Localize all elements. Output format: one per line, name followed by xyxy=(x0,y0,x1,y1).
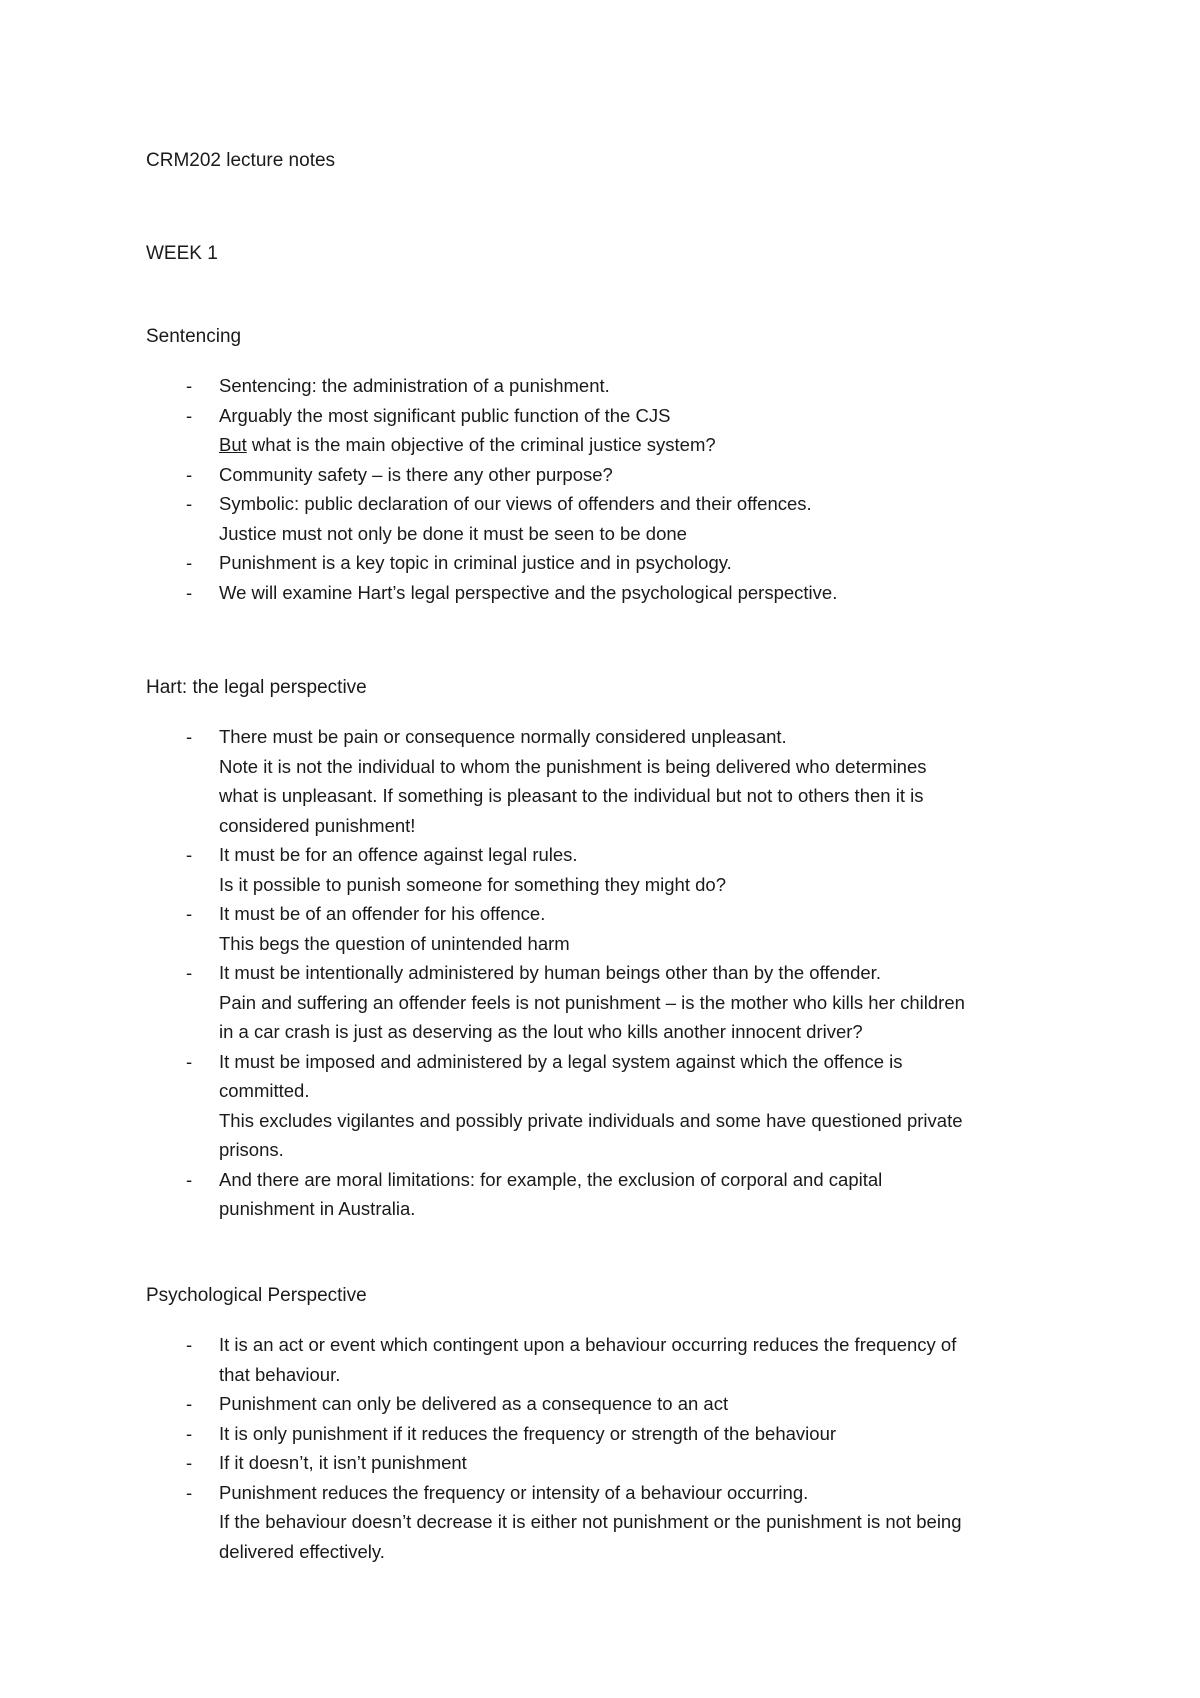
bullet-dash: - xyxy=(186,404,193,426)
list-item-line: Symbolic: public declaration of our views of offenders and their offences. xyxy=(219,493,812,514)
bullet-dash: - xyxy=(186,1050,193,1072)
list-item-line: Sentencing: the administration of a punishment. xyxy=(219,375,610,396)
list-item-line: in a car crash is just as deserving as the lout who kills another innocent driver? xyxy=(219,1021,863,1042)
list-item xyxy=(146,460,1076,490)
list-item-line: It must be of an offender for his offence. xyxy=(219,903,546,924)
bullet-dash: - xyxy=(186,1452,193,1473)
list-item-line: We will examine Hart’s legal perspective and the psychological perspective. xyxy=(219,581,838,603)
list-item-line: This begs the question of unintended harm xyxy=(219,932,570,954)
list-item-line: It is only punishment if it reduces the frequency or strength of the behaviour xyxy=(219,1422,837,1444)
list-item xyxy=(146,1448,1076,1478)
list-item-line: It must be imposed and administered by a legal system against which the offence is xyxy=(219,1050,903,1072)
list-item xyxy=(146,840,1076,899)
list-item-line: It must be intentionally administered by human beings other than by the offender. xyxy=(219,962,881,983)
list-item xyxy=(146,722,1076,840)
bullet-list xyxy=(146,371,1076,607)
list-item xyxy=(146,1047,1076,1165)
list-item xyxy=(146,958,1076,1047)
section-psychological-perspective xyxy=(146,1281,1076,1566)
bullet-dash: - xyxy=(186,1481,193,1503)
list-item-line: what is unpleasant. If something is pleasant to the individual but not to others then it is xyxy=(219,785,924,806)
bullet-dash: - xyxy=(186,1168,193,1190)
week-heading: WEEK 1 xyxy=(146,243,218,264)
document-title: CRM202 lecture notes xyxy=(146,150,336,171)
list-item xyxy=(146,371,1076,401)
bullet-dash: - xyxy=(186,552,193,573)
bullet-dash: - xyxy=(186,1393,193,1414)
list-item xyxy=(146,1478,1076,1567)
bullet-list xyxy=(146,1330,1076,1566)
list-item xyxy=(146,401,1076,460)
list-item-line: Pain and suffering an offender feels is not punishment – is the mother who kills her children xyxy=(219,991,965,1013)
bullet-dash: - xyxy=(186,463,193,485)
list-item-line: committed. xyxy=(219,1080,310,1101)
bullet-dash: - xyxy=(186,1422,193,1444)
bullet-dash: - xyxy=(186,844,193,865)
list-item xyxy=(146,548,1076,578)
list-item xyxy=(146,1330,1076,1389)
underlined-word: But xyxy=(219,434,247,455)
list-item xyxy=(146,1165,1076,1224)
bullet-dash: - xyxy=(186,581,193,603)
list-item-line: punishment in Australia. xyxy=(219,1198,416,1219)
section-heading: Hart: the legal perspective xyxy=(146,677,367,698)
bullet-dash: - xyxy=(186,1334,193,1355)
section-sentencing xyxy=(146,322,1076,607)
list-item-line: It must be for an offence against legal rules. xyxy=(219,844,578,865)
list-item-line: considered punishment! xyxy=(219,814,416,836)
list-item-line: Arguably the most significant public function of the CJS xyxy=(219,404,671,426)
list-item-line: And there are moral limitations: for example, the exclusion of corporal and capital xyxy=(219,1168,883,1190)
section-hart-legal-perspective xyxy=(146,673,1076,1224)
bullet-dash: - xyxy=(186,493,193,514)
list-item xyxy=(146,489,1076,548)
list-item-line: There must be pain or consequence normally considered unpleasant. xyxy=(219,726,787,747)
bullet-dash: - xyxy=(186,726,193,747)
bullet-dash: - xyxy=(186,375,193,396)
list-item-line: It is an act or event which contingent upon a behaviour occurring reduces the frequency of xyxy=(219,1334,957,1355)
list-item xyxy=(146,899,1076,958)
section-heading: Psychological Perspective xyxy=(146,1285,367,1306)
list-item-line: Community safety – is there any other purpose? xyxy=(219,463,613,485)
list-item-line-rest: what is the main objective of the criminal justice system? xyxy=(246,434,716,455)
list-item-line: prisons. xyxy=(219,1139,284,1160)
bullet-list xyxy=(146,722,1076,1224)
list-item-line: Punishment is a key topic in criminal justice and in psychology. xyxy=(219,552,732,573)
list-item-line: If it doesn’t, it isn’t punishment xyxy=(219,1452,467,1473)
list-item-line: Punishment can only be delivered as a consequence to an act xyxy=(219,1393,729,1414)
list-item xyxy=(146,1389,1076,1419)
list-item-line: Punishment reduces the frequency or intensity of a behaviour occurring. xyxy=(219,1481,809,1503)
list-item-line: Justice must not only be done it must be seen to be done xyxy=(219,522,687,544)
bullet-dash: - xyxy=(186,903,193,924)
list-item-line: Is it possible to punish someone for something they might do? xyxy=(219,873,726,895)
list-item xyxy=(146,1419,1076,1449)
list-item-line: delivered effectively. xyxy=(219,1540,385,1562)
list-item-line xyxy=(219,430,1076,460)
bullet-dash: - xyxy=(186,962,193,983)
list-item-line: If the behaviour doesn’t decrease it is either not punishment or the punishment is not being xyxy=(219,1511,962,1532)
list-item-line: that behaviour. xyxy=(219,1363,341,1385)
list-item-line: This excludes vigilantes and possibly private individuals and some have questioned private xyxy=(219,1109,963,1131)
list-item-line: Note it is not the individual to whom the punishment is being delivered who determines xyxy=(219,755,927,777)
list-item xyxy=(146,578,1076,608)
section-heading: Sentencing xyxy=(146,326,242,347)
